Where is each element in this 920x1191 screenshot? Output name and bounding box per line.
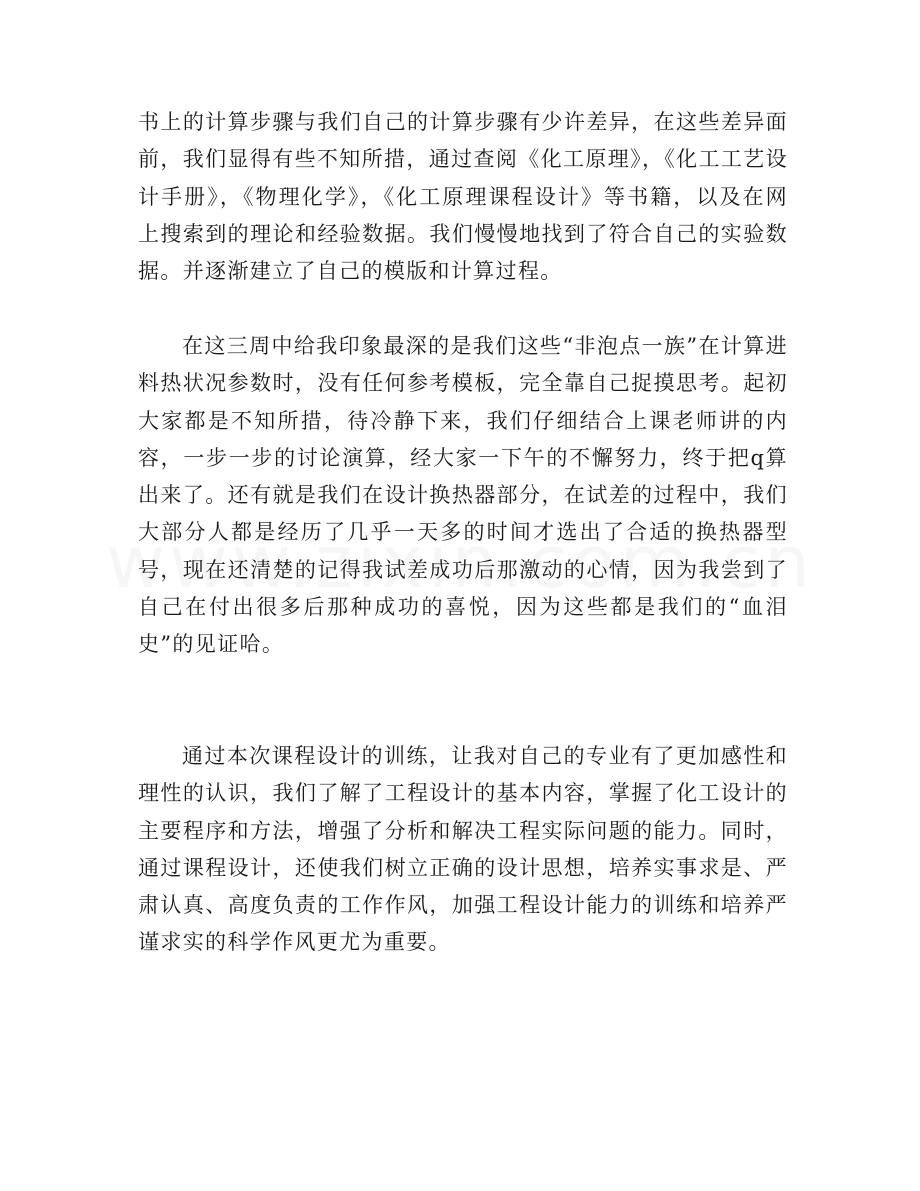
paragraph-2: 在这三周中给我印象最深的是我们这些“非泡点一族”在计算进料热状况参数时，没有任何参考模板，完全靠自己捉摸思考。起初大家都是不知所措，待冷静下来，我们仔细结合上课老师讲的内容，一步一步的讨论演算，经大家一下午的不懈努力，终于把q算出来了。还有就是我们在设计换热器部分，在试差的过程中，我们大部分人都是经历了几乎一天多的时间才选出了合适的换热器型号，现在还清楚的记得我试差成功后那激动的心情，因为我尝到了自己在付出很多后那种成功的喜悦，因为这些都是我们的“血泪史”的见证哈。 xyxy=(138,334,788,657)
paragraph-1: 书上的计算步骤与我们自己的计算步骤有少许差异，在这些差异面前，我们显得有些不知所措，通过查阅《化工原理》，《化工工艺设计手册》，《物理化学》，《化工原理课程设计》等书籍，以及在网上搜索到的理论和经验数据。我们慢慢地找到了符合自己的实验数据。并逐渐建立了自己的模版和计算过程。 xyxy=(138,110,788,284)
paragraph-3: 通过本次课程设计的训练，让我对自己的专业有了更加感性和理性的认识，我们了解了工程设计的基本内容，掌握了化工设计的主要程序和方法，增强了分析和解决工程实际问题的能力。同时，通过课程设计，还使我们树立正确的设计思想，培养实事求是、严肃认真、高度负责的工作作风，加强工程设计能力的训练和培养严谨求实的科学作风更尤为重要。 xyxy=(138,744,788,955)
